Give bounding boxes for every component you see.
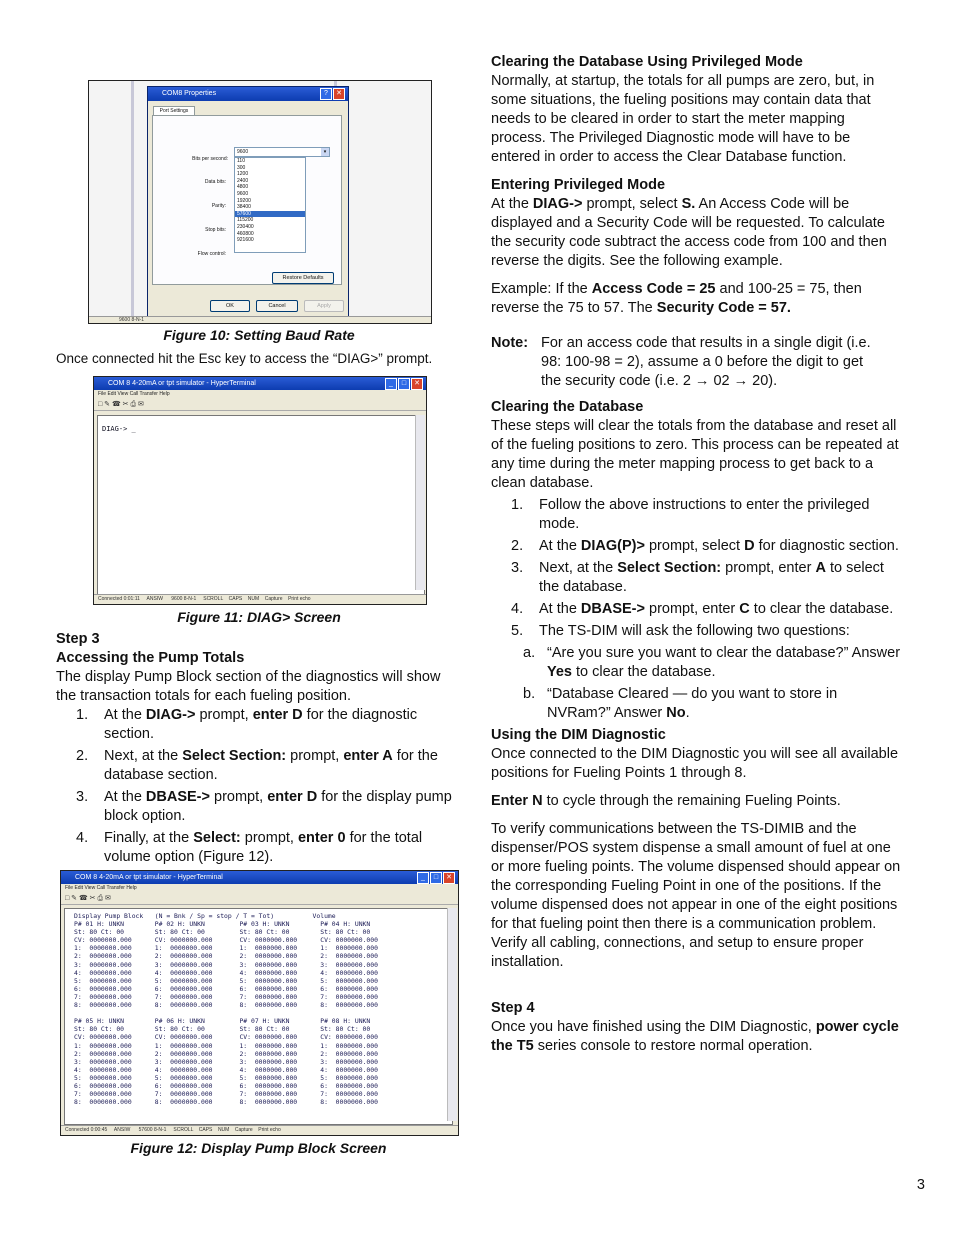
- right-column: [491, 53, 903, 1056]
- item-text: prompt,: [286, 748, 344, 764]
- bits-per-second-select[interactable]: 9600 ▾: [234, 147, 330, 157]
- figure-11-caption: Figure 11: DIAG> Screen: [177, 609, 341, 625]
- list-item: [491, 600, 903, 619]
- status-bar: [89, 316, 431, 323]
- item-text: At the: [539, 538, 581, 554]
- minimize-icon[interactable]: _: [417, 872, 429, 884]
- clear-db-body: These steps will clear the totals from the database and reset all of the fueling positions to zero. This process can be repeated at any time during the meter mapping process to get back to a clean database.: [491, 418, 899, 491]
- item-bold: DIAG(P)>: [580, 538, 645, 554]
- using-heading: Using the DIM Diagnostic: [491, 727, 666, 743]
- item-text: for diagnostic section.: [754, 538, 899, 554]
- item-text: At the: [539, 601, 581, 617]
- verify-paragraph: To verify communications between the TS-DIMIB and the dispenser/POS system dispense a small amount of fuel at one or more fueling points. The volume dispensed should appear on the corresponding Fueling Point in one of the positions. If the volume dispensed does not appear in one of the eight positions for that fueling point then there is a communication problem. Verify all cabling, connections, and setup to ensure proper installation.: [491, 821, 901, 970]
- item-text: for the database section.: [104, 748, 438, 783]
- label-data-bits: Data bits:: [204, 179, 226, 185]
- step-3-heading: Step 3: [56, 631, 100, 647]
- baud-option[interactable]: 1200: [237, 171, 249, 178]
- clear-db-steps: [491, 496, 903, 641]
- figure-12-screenshot: [60, 870, 459, 1136]
- status-text: 9600 8-N-1: [119, 317, 145, 323]
- example-paragraph: Example: If the Access Code = 25 and 100-25 = 75, then reverse the 75 to 57. The Security Code = 57.: [491, 281, 862, 316]
- label-flow-control: Flow control:: [197, 251, 226, 257]
- clear-priv-body: Normally, at startup, the totals for all pumps are zero, but, in some situations, the fueling positions may contain data that needs to be cleared in order to start the meter mapping process. The Privileged Diagnostic mode will have to be entered in order to access the Clear Database function.: [491, 73, 875, 165]
- ok-button[interactable]: OK: [210, 300, 250, 312]
- label-stop-bits: Stop bits:: [205, 227, 226, 233]
- item-bold: enter D: [252, 707, 303, 723]
- item-bold: DBASE->: [580, 601, 645, 617]
- item-text: prompt, select: [644, 538, 745, 554]
- item-text: prompt,: [240, 830, 298, 846]
- list-item: [491, 537, 903, 556]
- item-text: At the: [104, 707, 146, 723]
- item-text: to clear the database.: [749, 601, 894, 617]
- baud-option[interactable]: 921600: [237, 237, 254, 244]
- menu-bar[interactable]: File Edit View Call Transfer Help: [94, 390, 426, 399]
- item-number: a.: [523, 645, 536, 661]
- using-body: Once connected to the DIM Diagnostic you will see all available positions for Fueling Points 1 through 8.: [491, 746, 899, 781]
- step-3-list: [56, 706, 456, 867]
- terminal-area[interactable]: [97, 415, 425, 600]
- item-text: for the diagnostic section.: [104, 707, 418, 742]
- status-bar: Connected 0:00:45 ANSIW 57600 8-N-1 SCROLL CAPS NUM Capture Print echo: [61, 1125, 458, 1135]
- scrollbar[interactable]: [447, 908, 457, 1121]
- figure-12-caption: Figure 12: Display Pump Block Screen: [130, 1140, 387, 1156]
- scrollbar[interactable]: [415, 415, 425, 590]
- baud-option[interactable]: 19200: [237, 197, 251, 204]
- item-text: to select the database.: [539, 560, 884, 595]
- hyperterminal-titlebar: [94, 377, 426, 390]
- window-title: COM 8 4-20mA or tpt simulator - HyperTerminal: [108, 380, 256, 387]
- figure-11-screenshot: [93, 376, 427, 605]
- item-text: At the: [104, 789, 146, 805]
- item-text: prompt, enter: [721, 560, 816, 576]
- item-text: “Are you sure you want to clear the database?” Answer: [547, 645, 901, 661]
- list-item: [491, 559, 903, 597]
- item-text: “Database Cleared — do you want to store in NVRam?” Answer: [547, 686, 838, 721]
- list-item: [491, 622, 903, 641]
- com-properties-dialog: [147, 86, 349, 318]
- pump-block-terminal[interactable]: Display Pump Block (N = Bnk / Sp = stop / T = Tot) Volume P# 01 H: UNKN P# 02 H: UNKN P# 03 H: UNKN P# 04 H: UNKN St: 80 Ct: 00 St: 80 Ct: 00 St: 80 Ct: 00 St: 80 Ct: 00 CV: 0000000.000 CV: 0000000.000 CV: 0000000.000 CV: 0000000.000 1: 0000000.000 1: 0000000.000 1: 0000000.000 1: 0000000.000 2: 0000000.000 2: 0000000.000 2: 0000000.000 2: 0000000.000 3: 0000000.000 3: 0000000.000 3: 0000000.000 3: 0000000.000 4: 0000000.000 4: 0000000.000 4: 0000000.000 4: 0000000.000 5: 0000000.000 5: 0000000.000 5: 0000000.000 5: 0000000.000 6: 0000000.000 6: 0000000.000 6: 0000000.000 6: 0000000.000 7: 0000000.000 7: 0000000.000 7: 0000000.000 7: 0000000.000 8: 0000000.000 8: 0000000.000 8: 0000000.000 8: 0000000.000 P# 05 H: UNKN P# 06 H: UNKN P# 07 H: UNKN P# 08 H: UNKN St: 80 Ct: 00 St: 80 Ct: 00 St: 80 Ct: 00 St: 80 Ct: 00 CV: 0000000.000 CV: 0000000.000 CV: 0000000.000 CV: 0000000.000 1: 0000000.000 1: 0000000.000 1: 0000000.000 1: 0000000.000 2: 0000000.000 2: 0000000.000 2: 0000000.000 2: 0000000.000 3: 0000000.000 3: 0000000.000 3: 0000000.000 3: 0000000.000 4: 0000000.000 4: 0000000.000 4: 0000000.000 4: 0000000.000 5: 0000000.000 5: 0000000.000 5: 0000000.000 5: 0000000.000 6: 0000000.000 6: 0000000.000 6: 0000000.000 6: 0000000.000 7: 0000000.000 7: 0000000.000 7: 0000000.000 7: 0000000.000 8: 0000000.000 8: 0000000.000 8: 0000000.000 8: 0000000.000: [64, 908, 453, 1125]
- enter-priv-heading: Entering Privileged Mode: [491, 177, 666, 193]
- item-bold: Select Section:: [617, 560, 722, 576]
- item-text: for the total volume option (Figure 12).: [104, 830, 423, 865]
- item-text: The TS-DIM will ask the following two questions:: [539, 623, 850, 639]
- item-bold: A: [815, 560, 826, 576]
- menu-bar[interactable]: File Edit View Call Transfer Help: [61, 884, 458, 893]
- tab-port-settings[interactable]: Port Settings: [153, 106, 195, 116]
- baud-option[interactable]: 230400: [237, 223, 254, 230]
- item-text: Finally, at the: [104, 830, 194, 846]
- item-number: 3.: [511, 560, 524, 576]
- enter-n-paragraph: Enter N to cycle through the remaining Fueling Points.: [491, 793, 841, 809]
- item-number: 3.: [76, 789, 89, 805]
- item-number: 2.: [76, 748, 89, 764]
- baud-option[interactable]: 38400: [237, 204, 251, 211]
- page-number: 3: [916, 1177, 925, 1193]
- figure-10-caption: Figure 10: Setting Baud Rate: [163, 327, 355, 343]
- toolbar[interactable]: □ ✎ ☎ ✂ ⎙ ✉: [61, 893, 458, 905]
- item-bold: enter 0: [297, 830, 346, 846]
- baud-option[interactable]: 57600: [235, 211, 305, 218]
- label-parity: Parity:: [211, 203, 226, 209]
- item-number: 1.: [76, 707, 89, 723]
- item-text: Follow the above instructions to enter the privileged mode.: [539, 497, 870, 532]
- restore-defaults-button[interactable]: Restore Defaults: [272, 272, 334, 284]
- step-4-heading: Step 4: [491, 1000, 535, 1016]
- maximize-icon[interactable]: □: [430, 872, 442, 884]
- item-number: 4.: [76, 830, 89, 846]
- item-text: prompt, enter: [644, 601, 740, 617]
- item-text: prompt,: [195, 707, 253, 723]
- maximize-icon[interactable]: □: [398, 378, 410, 390]
- item-text: prompt,: [209, 789, 268, 805]
- item-text: for the display pump block option.: [104, 789, 452, 824]
- diag-prompt: DIAG-> _: [102, 425, 136, 433]
- baud-option[interactable]: 110: [237, 158, 245, 164]
- toolbar[interactable]: □ ✎ ☎ ✂ ⎙ ✉: [94, 399, 426, 411]
- item-text: .: [685, 705, 690, 721]
- pump-totals-heading: Accessing the Pump Totals: [56, 650, 245, 666]
- item-bold: DBASE->: [145, 789, 210, 805]
- step-3-section: [56, 630, 456, 870]
- label-bits-per-second: Bits per second:: [192, 156, 228, 162]
- clear-priv-heading: Clearing the Database Using Privileged Mode: [491, 54, 803, 70]
- item-bold: enter A: [343, 748, 393, 764]
- minimize-icon[interactable]: _: [385, 378, 397, 390]
- item-bold: DIAG->: [145, 707, 196, 723]
- item-bold: C: [739, 601, 750, 617]
- item-number: 1.: [511, 497, 524, 513]
- hyperterminal-titlebar: [61, 871, 458, 884]
- item-bold: D: [744, 538, 755, 554]
- note-label: Note:: [491, 335, 529, 351]
- esc-instruction: Once connected hit the Esc key to access the “DIAG>” prompt.: [56, 351, 433, 366]
- item-bold: enter D: [267, 789, 318, 805]
- step-4-body: Once you have finished using the DIM Diagnostic, power cycle the T5 series console to restore normal operation.: [491, 1019, 899, 1054]
- dialog-titlebar: [148, 87, 348, 101]
- list-item: [56, 829, 456, 867]
- baud-option[interactable]: 4800: [237, 184, 249, 191]
- figure-10-screenshot: [88, 80, 432, 324]
- enter-priv-body: At the DIAG-> prompt, select S. An Access Code will be displayed and a Security Code will be requested. To calculate the security code subtract the access code from 100 and then reverse the digits. See the following example.: [491, 196, 887, 269]
- item-text: Next, at the: [104, 748, 183, 764]
- list-item: [491, 496, 903, 534]
- close-icon[interactable]: ✕: [443, 872, 455, 884]
- clear-db-questions: [491, 644, 903, 723]
- item-bold: Select:: [193, 830, 241, 846]
- window-title: COM 8 4-20mA or tpt simulator - HyperTerminal: [75, 874, 223, 881]
- item-number: 2.: [511, 538, 524, 554]
- close-icon[interactable]: ✕: [333, 88, 345, 100]
- chevron-down-icon[interactable]: ▾: [321, 148, 329, 156]
- note-body: For an access code that results in a single digit (i.e. 98: 100-98 = 2), assume a 0 before the digit to get the security code (i.e. 2 → 02 → 20).: [541, 335, 871, 389]
- baud-option[interactable]: 2400: [237, 177, 249, 184]
- apply-button[interactable]: Apply: [304, 300, 344, 312]
- item-number: 4.: [511, 601, 524, 617]
- item-number: b.: [523, 686, 536, 702]
- item-number: 5.: [511, 623, 524, 639]
- item-text: to clear the database.: [572, 664, 716, 680]
- baud-rate-list[interactable]: [234, 157, 306, 253]
- close-icon[interactable]: ✕: [411, 378, 423, 390]
- item-bold: Yes: [547, 664, 572, 680]
- list-item: [56, 706, 456, 744]
- cancel-button[interactable]: Cancel: [256, 300, 298, 312]
- help-icon[interactable]: ?: [320, 88, 332, 100]
- clear-db-heading: Clearing the Database: [491, 399, 644, 415]
- note-block: [491, 334, 903, 391]
- list-item: [491, 685, 903, 723]
- list-item: [56, 788, 456, 826]
- item-bold: No: [666, 705, 686, 721]
- baud-option[interactable]: 300: [237, 164, 246, 171]
- baud-option[interactable]: 460800: [237, 230, 254, 237]
- pump-totals-intro: The display Pump Block section of the diagnostics will show the transaction totals for each fueling position.: [56, 669, 441, 704]
- status-bar: Connected 0:01:11 ANSIW 9600 8-N-1 SCROLL CAPS NUM Capture Print echo: [94, 594, 426, 604]
- baud-option[interactable]: 9600: [237, 190, 249, 197]
- list-item: [56, 747, 456, 785]
- item-bold: Select Section:: [182, 748, 287, 764]
- baud-option[interactable]: 115200: [237, 217, 254, 224]
- list-item: [491, 644, 903, 682]
- dialog-title: COM8 Properties: [162, 90, 217, 97]
- item-text: Next, at the: [539, 560, 618, 576]
